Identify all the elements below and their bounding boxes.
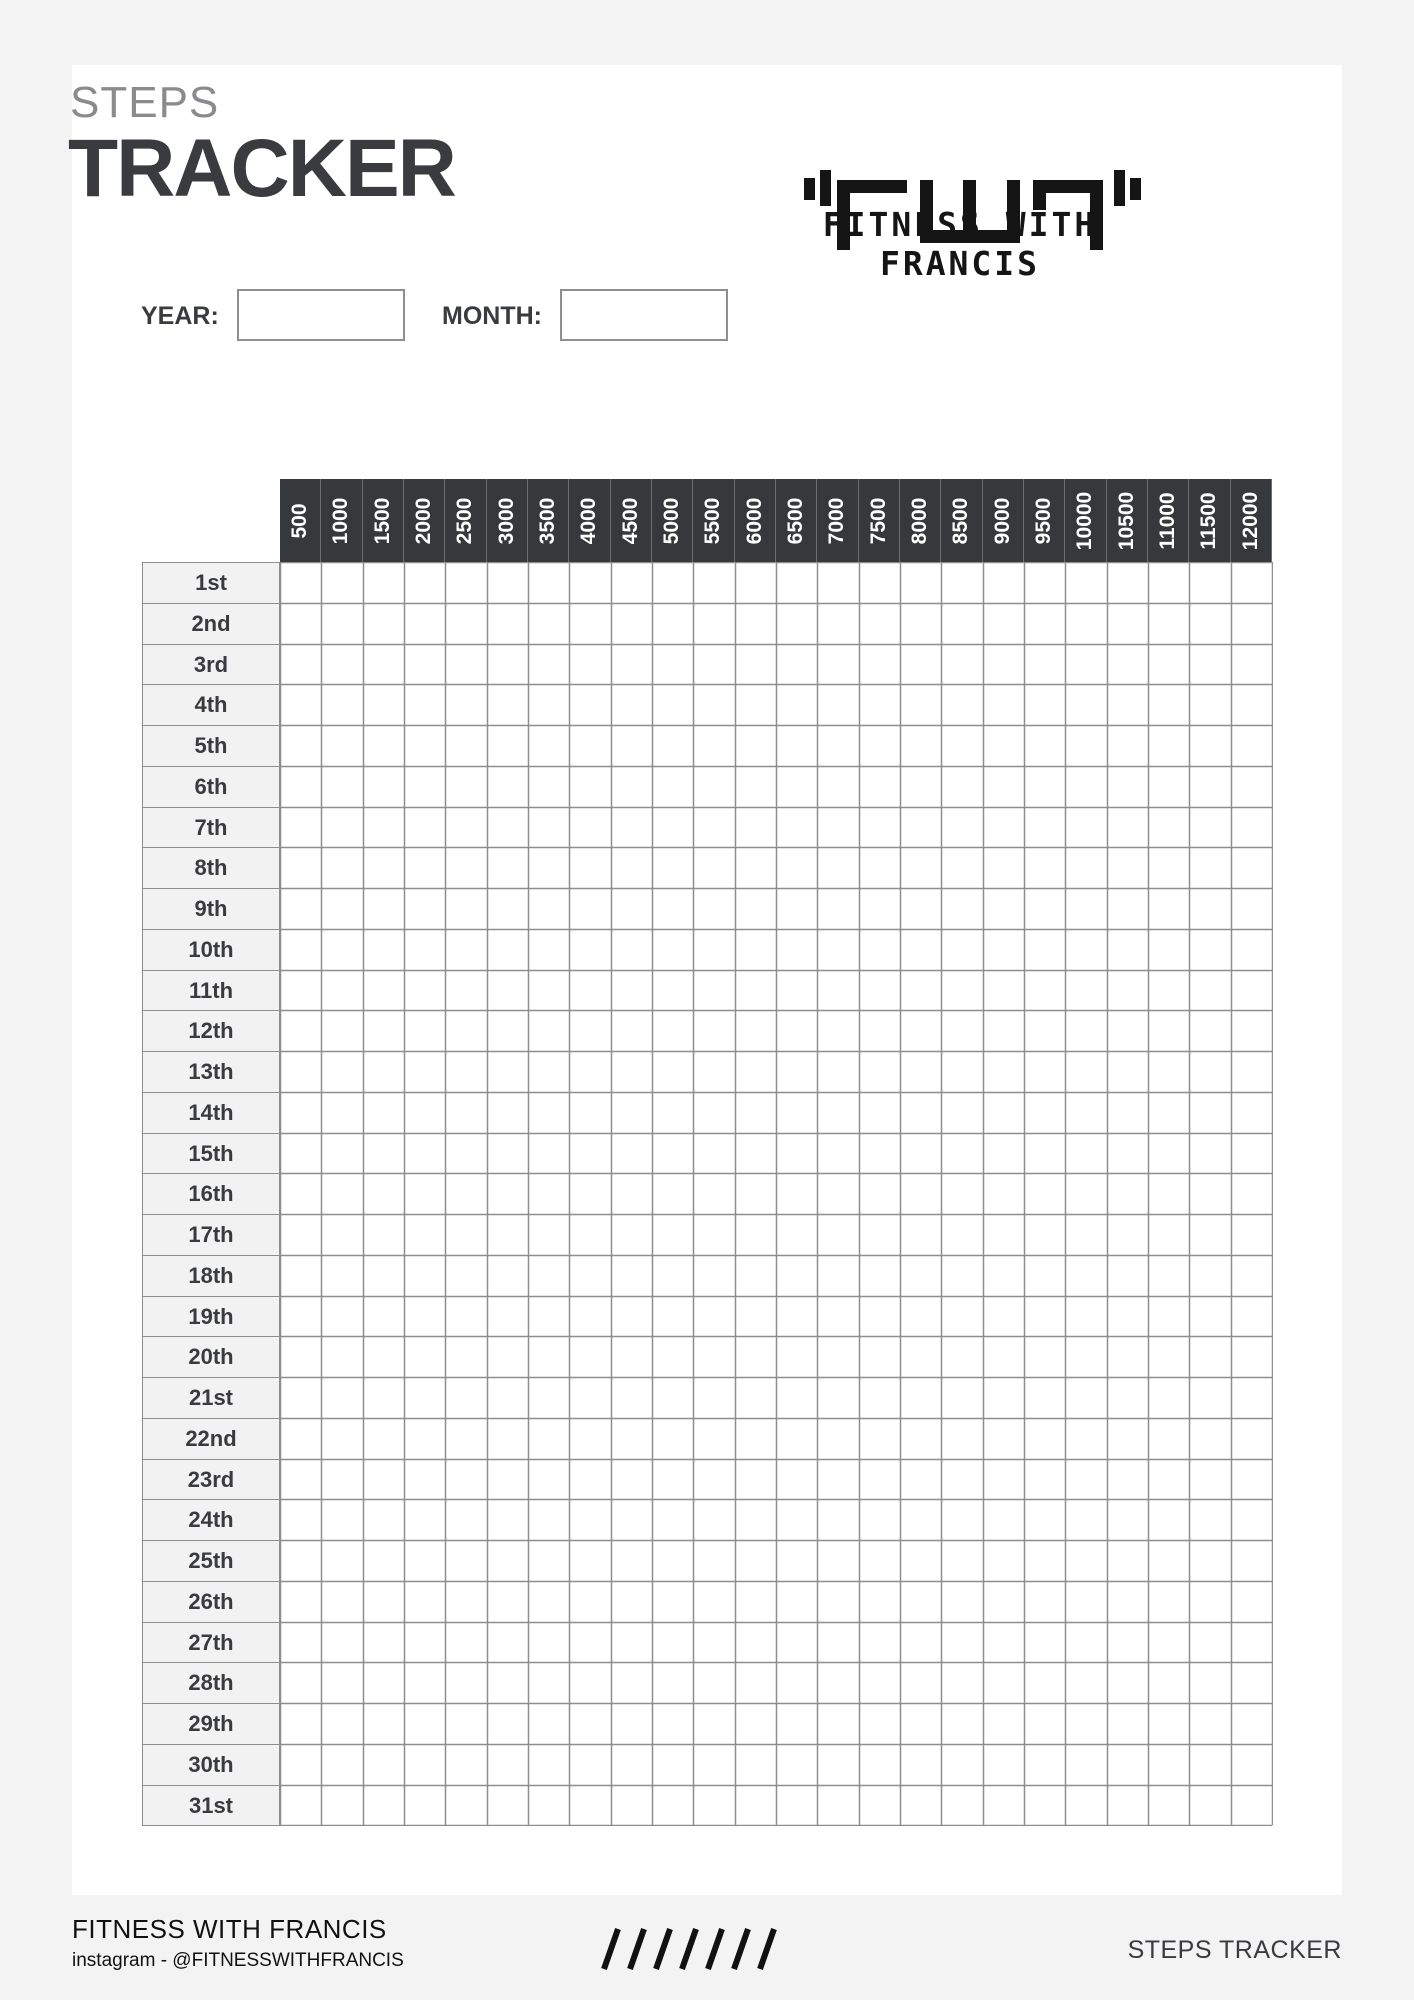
row-label: 25th [142, 1540, 280, 1582]
column-header [569, 479, 610, 562]
row-label: 1st [142, 562, 280, 604]
title-tracker: TRACKER [68, 123, 455, 214]
footer-brand: FITNESS WITH FRANCIS [72, 1914, 387, 1944]
row-label: 3rd [142, 644, 280, 686]
column-header-label: 5500 [701, 497, 725, 544]
slash-decoration [600, 1925, 815, 1973]
row-label: 22nd [142, 1418, 280, 1460]
column-header [693, 479, 734, 562]
column-header-label: 1500 [370, 497, 394, 544]
column-header-label: 4500 [618, 497, 642, 544]
column-header-label: 1000 [329, 497, 353, 544]
column-header [1148, 479, 1189, 562]
column-header [611, 479, 652, 562]
column-header-label: 5000 [660, 497, 684, 544]
column-header [1107, 479, 1148, 562]
row-label: 12th [142, 1010, 280, 1052]
column-header [1024, 479, 1065, 562]
row-label: 11th [142, 970, 280, 1012]
column-header [652, 479, 693, 562]
footer-steps-tracker: STEPS TRACKER [1127, 1936, 1342, 1964]
column-header-label: 2500 [453, 497, 477, 544]
column-header [528, 479, 569, 562]
column-header [776, 479, 817, 562]
column-header [445, 479, 486, 562]
month-label: MONTH: [442, 302, 542, 330]
column-header-label: 7500 [866, 497, 890, 544]
column-header [280, 479, 321, 562]
row-label: 9th [142, 888, 280, 930]
column-header-label: 3500 [536, 497, 560, 544]
column-header-label: 8500 [949, 497, 973, 544]
column-header-label: 11500 [1197, 491, 1221, 550]
column-header [487, 479, 528, 562]
row-label: 4th [142, 684, 280, 726]
year-field[interactable] [237, 289, 405, 341]
column-header [1189, 479, 1230, 562]
column-header [859, 479, 900, 562]
row-label: 8th [142, 847, 280, 889]
column-header-label: 7000 [825, 497, 849, 544]
column-header-label: 12000 [1238, 491, 1262, 550]
footer-instagram: instagram - @FITNESSWITHFRANCIS [72, 1950, 404, 1971]
row-label: 5th [142, 725, 280, 767]
column-header [983, 479, 1024, 562]
row-label: 13th [142, 1051, 280, 1093]
column-header-label: 6000 [742, 497, 766, 544]
column-header-label: 9000 [990, 497, 1014, 544]
column-header [321, 479, 362, 562]
row-label: 20th [142, 1336, 280, 1378]
row-label: 16th [142, 1173, 280, 1215]
column-header [1065, 479, 1106, 562]
column-header-label: 6500 [784, 497, 808, 544]
row-label: 14th [142, 1092, 280, 1134]
column-header [1231, 479, 1272, 562]
column-header-label: 2000 [412, 497, 436, 544]
row-label: 21st [142, 1377, 280, 1419]
column-header [900, 479, 941, 562]
row-label: 15th [142, 1133, 280, 1175]
row-label: 10th [142, 929, 280, 971]
row-label: 31st [142, 1785, 280, 1827]
column-header-label: 8000 [908, 497, 932, 544]
row-label: 27th [142, 1622, 280, 1664]
row-label: 6th [142, 766, 280, 808]
column-header-label: 3000 [494, 497, 518, 544]
column-header [817, 479, 858, 562]
column-header-label: 9500 [1032, 497, 1056, 544]
row-label: 17th [142, 1214, 280, 1256]
logo-wordmark: FITNESS WITH FRANCIS [822, 205, 1098, 283]
column-header-label: 10500 [1114, 491, 1138, 550]
column-header-label: 4000 [577, 497, 601, 544]
row-label: 28th [142, 1662, 280, 1704]
row-label: 29th [142, 1703, 280, 1745]
title-steps: STEPS [70, 78, 220, 127]
row-label: 26th [142, 1581, 280, 1623]
row-label: 24th [142, 1499, 280, 1541]
month-field[interactable] [560, 289, 728, 341]
tracking-cells[interactable] [280, 562, 1273, 1826]
column-header [363, 479, 404, 562]
row-label: 2nd [142, 603, 280, 645]
row-label: 19th [142, 1296, 280, 1338]
column-header-label: 500 [288, 502, 312, 539]
row-label: 18th [142, 1255, 280, 1297]
column-header-label: 11000 [1156, 491, 1180, 550]
row-label: 7th [142, 807, 280, 849]
column-header-label: 10000 [1073, 491, 1097, 550]
column-header [404, 479, 445, 562]
column-header [735, 479, 776, 562]
row-label: 23rd [142, 1459, 280, 1501]
row-label: 30th [142, 1744, 280, 1786]
column-header [941, 479, 982, 562]
year-label: YEAR: [141, 302, 219, 330]
